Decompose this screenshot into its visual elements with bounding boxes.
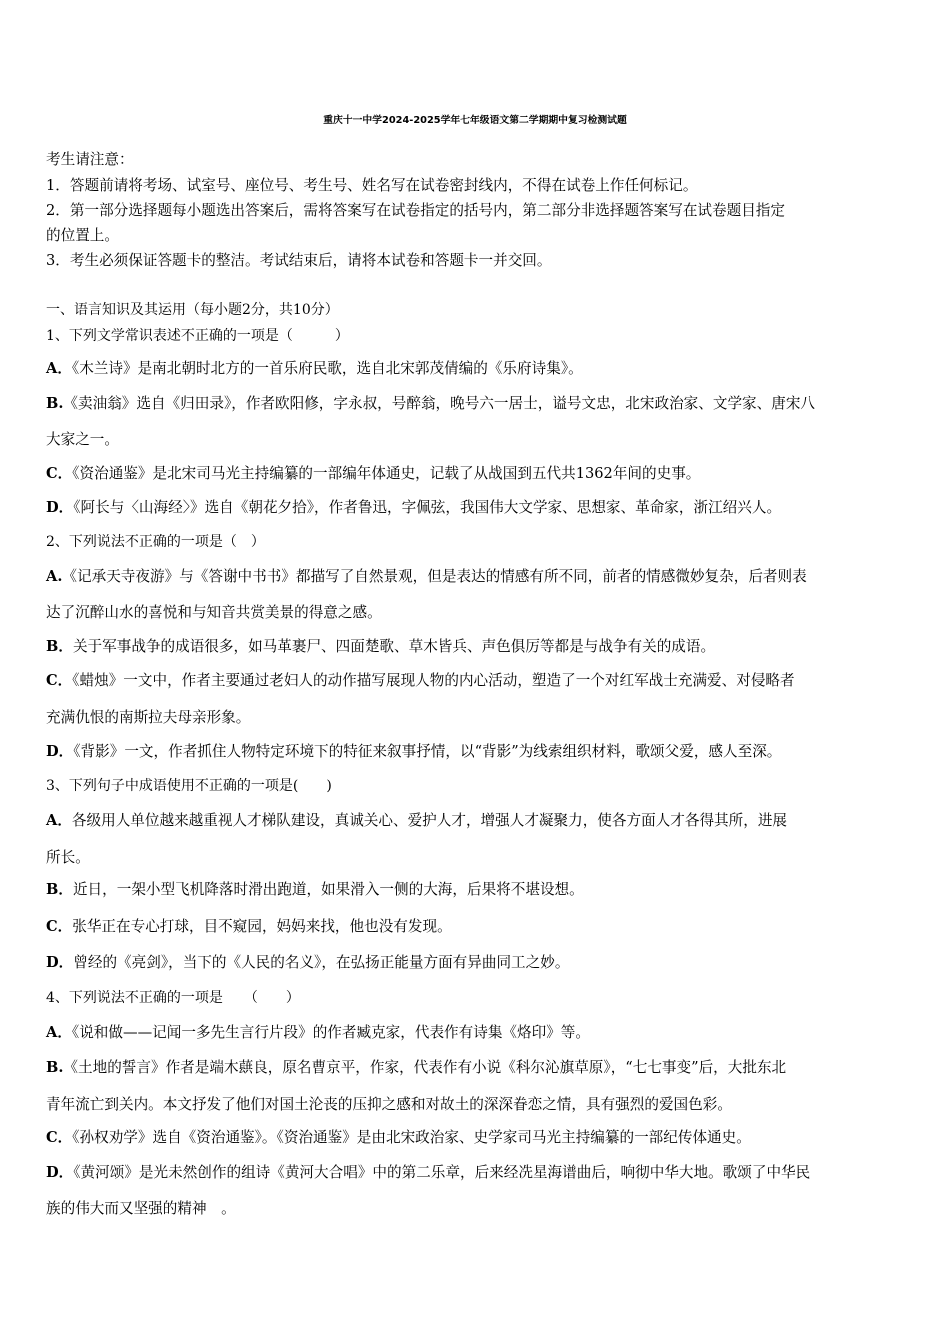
notice-item: 3．考生必须保证答题卡的整洁。考试结束后，请将本试卷和答题卡一并交回。	[46, 252, 552, 269]
option-line: D．《背影》一文，作者抓住人物特定环境下的特征来叙事抒情，以“背影”为线索组织材料，歌颂父爱，感人至深。	[46, 743, 782, 760]
option-line: D．曾经的《亮剑》，当下的《人民的名义》，在弘扬正能量方面有异曲同工之妙。	[46, 954, 570, 971]
option-line: D．《阿长与〈山海经〉》选自《朝花夕拾》，作者鲁迅，字佩弦，我国伟大文学家、思想家、革命家，浙江绍兴人。	[46, 499, 782, 516]
notice-heading: 考生请注意：	[46, 151, 134, 168]
option-line: 族的伟大而又坚强的精神 。	[46, 1200, 236, 1217]
option-line: 充满仇恨的南斯拉夫母亲形象。	[46, 709, 251, 726]
question-stem: 1、下列文学常识表述不正确的一项是（ ）	[46, 328, 349, 344]
option-line: A.《记承天寺夜游》与《答谢中书书》都描写了自然景观，但是表达的情感有所不同，前者的情感微妙复杂，后者则表	[46, 568, 807, 585]
option-line: B．近日，一架小型飞机降落时滑出跑道，如果滑入一侧的大海，后果将不堪设想。	[46, 881, 584, 898]
option-line: C．《蜡烛》一文中，作者主要通过老妇人的动作描写展现人物的内心活动，塑造了一个对红军战士充满爱、对侵略者	[46, 672, 795, 689]
option-line: C．张华正在专心打球，目不窥园，妈妈来找，他也没有发现。	[46, 918, 452, 935]
option-line: 达了沉醉山水的喜悦和与知音共赏美景的得意之感。	[46, 604, 382, 621]
notice-item: 的位置上。	[46, 227, 119, 244]
option-line: A．各级用人单位越来越重视人才梯队建设，真诚关心、爱护人才，增强人才凝聚力，使各方面人才各得其所，进展	[46, 812, 788, 829]
option-line: C．《资治通鉴》是北宋司马光主持编纂的一部编年体通史，记载了从战国到五代共1362年间的史事。	[46, 465, 701, 482]
option-line: B.《土地的誓言》作者是端木蕻良，原名曹京平，作家，代表作有小说《科尔沁旗草原》，“七七事变”后，大批东北	[46, 1059, 787, 1076]
question-stem: 2、下列说法不正确的一项是（ ）	[46, 534, 265, 550]
option-line: 青年流亡到关内。本文抒发了他们对国土沦丧的压抑之感和对故土的深深眷恋之情，具有强烈的爱国色彩。	[46, 1096, 732, 1113]
notice-item: 2．第一部分选择题每小题选出答案后，需将答案写在试卷指定的括号内，第二部分非选择题答案写在试卷题目指定	[46, 202, 785, 219]
notice-item: 1．答题前请将考场、试室号、座位号、考生号、姓名写在试卷密封线内，不得在试卷上作任何标记。	[46, 177, 698, 194]
option-line: B.《卖油翁》选自《归田录》，作者欧阳修，字永叔，号醉翁，晚号六一居士，谥号文忠，北宋政治家、文学家、唐宋八	[46, 395, 816, 412]
option-line: 所长。	[46, 849, 90, 866]
page-title: 重庆十一中学2024-2025学年七年级语文第二学期期中复习检测试题	[323, 115, 627, 126]
option-line: D．《黄河颂》是光未然创作的组诗《黄河大合唱》中的第二乐章，后来经冼星海谱曲后，响彻中华大地。歌颂了中华民	[46, 1164, 811, 1181]
option-line: A．《说和做——记闻一多先生言行片段》的作者臧克家，代表作有诗集《烙印》等。	[46, 1024, 590, 1041]
option-line: 大家之一。	[46, 431, 119, 448]
option-line: C．《孙权劝学》选自《资治通鉴》。《资治通鉴》是由北宋政治家、史学家司马光主持编纂的一部纪传体通史。	[46, 1129, 751, 1146]
section-heading: 一、语言知识及其运用（每小题2分，共10分）	[46, 302, 339, 318]
question-stem: 4、下列说法不正确的一项是 （ ）	[46, 990, 300, 1006]
option-line: A．《木兰诗》是南北朝时北方的一首乐府民歌，选自北宋郭茂倩编的《乐府诗集》。	[46, 360, 583, 377]
question-stem: 3、下列句子中成语使用不正确的一项是( )	[46, 778, 332, 794]
option-line: B．关于军事战争的成语很多，如马革裹尸、四面楚歌、草木皆兵、声色俱厉等都是与战争有关的成语。	[46, 638, 716, 655]
